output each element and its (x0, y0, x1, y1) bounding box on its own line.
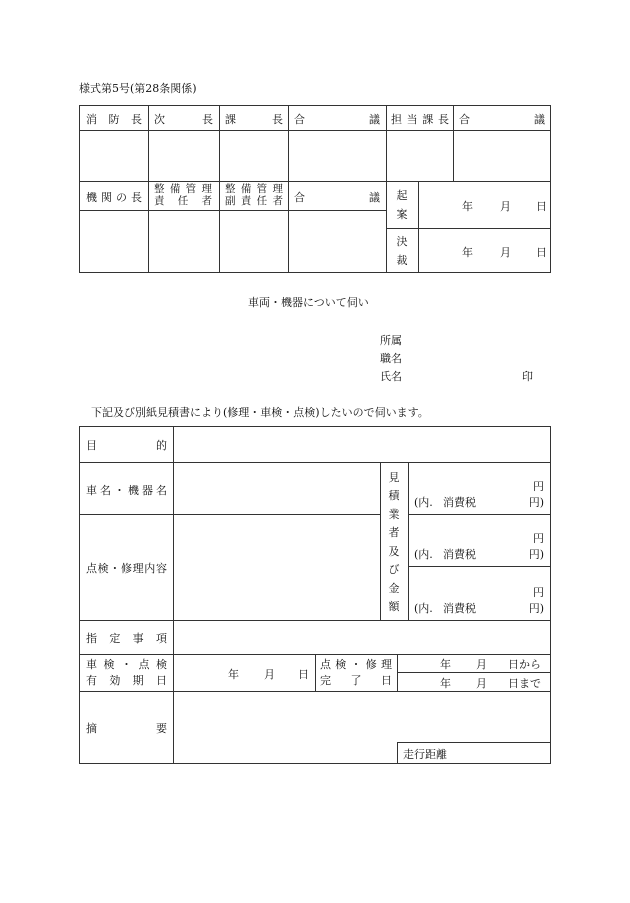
quote-vendor-label: 見 積 業 者 及 び 金 額 (388, 471, 400, 613)
form-number: 様式第5号(第28条関係) (79, 82, 197, 95)
fire-chief-label: 消 防 長 (86, 113, 142, 126)
validity-label: 車 検 ・ 点 検 有 効 期 日 (86, 658, 167, 687)
quote-amount-1: 円 (内. 消費税 円) (414, 480, 544, 509)
period-from: 年 月 日から (440, 658, 541, 671)
section-chief-label: 課 長 (225, 113, 283, 126)
mileage-label: 走行距離 (403, 748, 447, 761)
inspection-content-label: 点 検 ・ 修 理 内 容 (86, 562, 167, 575)
consultation-label-3: 合 議 (294, 191, 380, 204)
intro-text: 下記及び別紙見積書により(修理・車検・点検)したいので伺います。 (91, 406, 429, 419)
drafted-label: 起 案 (396, 189, 408, 221)
document-title: 車両・機器について伺い (248, 296, 369, 309)
job-title-label: 職名 (380, 352, 402, 365)
period-to: 年 月 日まで (440, 677, 541, 690)
summary-label: 摘 要 (86, 722, 167, 735)
decided-date: 年 月 日 (462, 246, 547, 259)
name-label: 氏名 (380, 370, 402, 383)
maintenance-manager-label: 整 備 管 理 責 任 者 (154, 183, 212, 207)
quote-amount-2: 円 (内. 消費税 円) (414, 532, 544, 561)
decided-label: 決 裁 (396, 235, 408, 267)
deputy-maintenance-manager-label: 整 備 管 理 副 責 任 者 (225, 183, 283, 207)
designation-label: 指 定 事 項 (86, 632, 167, 645)
validity-date: 年 月 日 (228, 668, 309, 681)
responsible-section-chief-label: 担 当 課 長 (391, 113, 449, 126)
seal-label: 印 (522, 370, 533, 383)
affiliation-label: 所属 (380, 334, 402, 347)
vehicle-name-label: 車 名 ・ 機 器 名 (86, 484, 167, 497)
deputy-chief-label: 次 長 (154, 113, 213, 126)
agency-head-label: 機 関 の 長 (86, 191, 142, 204)
drafted-date: 年 月 日 (462, 200, 547, 213)
consultation-label-2: 合 議 (459, 113, 545, 126)
completion-label: 点 検 ・ 修 理 完 了 日 (320, 658, 392, 687)
purpose-label: 目 的 (86, 439, 167, 452)
consultation-label-1: 合 議 (294, 113, 380, 126)
quote-amount-3: 円 (内. 消費税 円) (414, 586, 544, 615)
